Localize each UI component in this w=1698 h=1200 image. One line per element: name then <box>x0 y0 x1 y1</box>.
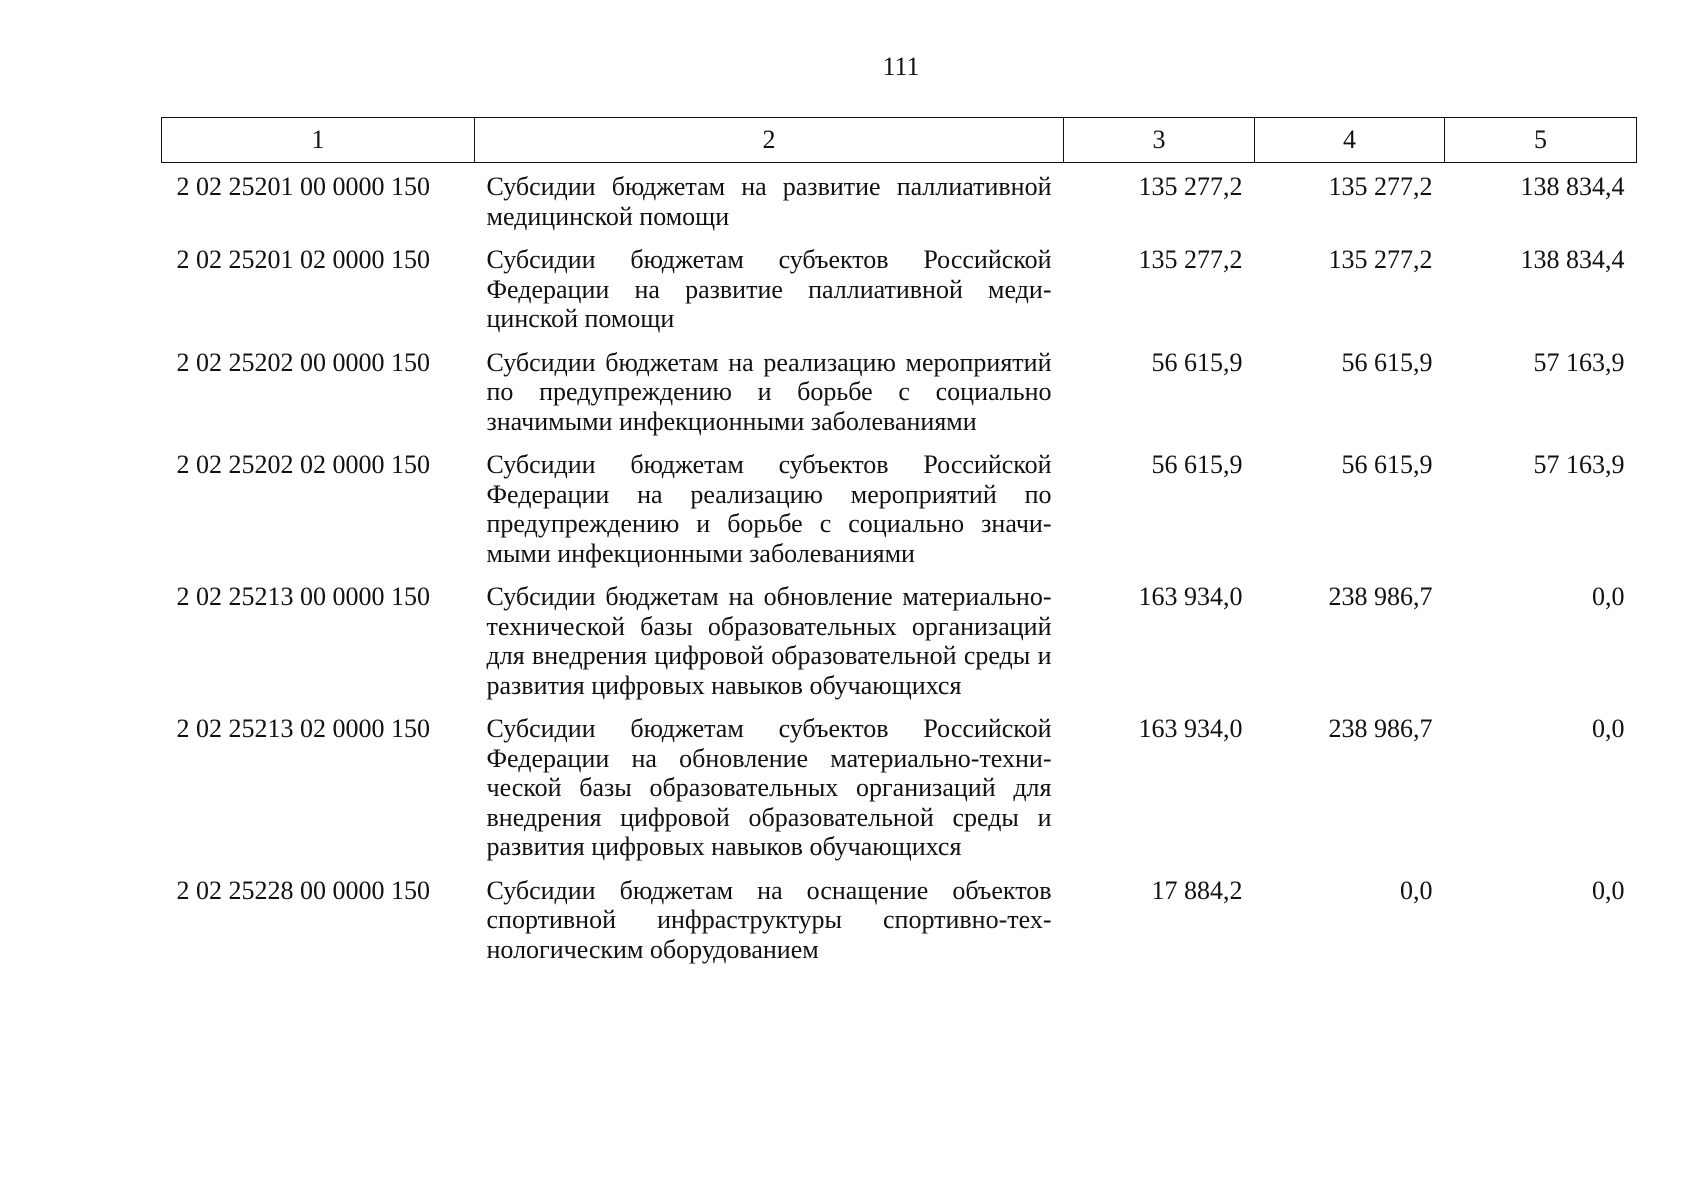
amount-col4: 0,0 <box>1400 875 1433 905</box>
amount-col4: 238 986,7 <box>1328 582 1433 611</box>
table-header <box>162 118 1637 163</box>
column-header-4: 4 <box>1255 118 1445 163</box>
budget-code: 2 02 25201 00 0000 150 <box>176 172 430 201</box>
table-row <box>162 239 1637 342</box>
budget-table <box>161 117 1637 972</box>
amount-col4: 238 986,7 <box>1328 714 1433 743</box>
row-description: Субсидии бюджетам субъектов Российской Федерации на развитие паллиативной медицинской помощи <box>486 245 1052 333</box>
page-number: 111 <box>882 52 920 81</box>
amount-col4: 56 615,9 <box>1341 450 1433 479</box>
row-description: Субсидии бюджетам субъектов Российской Федерации на реализацию мероприятий по предупреждению и борьбе с социально значимыми инфекционными заболеваниями <box>486 450 1052 568</box>
table-body <box>162 163 1637 973</box>
column-header-1: 1 <box>162 118 475 163</box>
amount-col4: 56 615,9 <box>1341 347 1433 377</box>
table-row <box>162 708 1637 870</box>
budget-code: 2 02 25213 00 0000 150 <box>176 582 430 611</box>
budget-code: 2 02 25201 02 0000 150 <box>176 245 430 274</box>
table-row <box>162 576 1637 708</box>
row-description: Субсидии бюджетам на реализацию мероприятий по предупреждению и борьбе с социально значимыми инфекционными заболеваниями <box>486 347 1052 436</box>
table-row <box>162 870 1637 973</box>
column-header-2: 2 <box>475 118 1064 163</box>
amount-col4: 135 277,2 <box>1328 245 1433 274</box>
row-description: Субсидии бюджетам субъектов Российской Федерации на обновление материально-технической базы образовательных организаций для внедрения цифровой образовательной среды и развития цифровых навыков обучающихся <box>486 714 1052 861</box>
budget-code: 2 02 25228 00 0000 150 <box>176 875 430 905</box>
amount-col5: 138 834,4 <box>1520 172 1625 201</box>
amount-col5: 0,0 <box>1592 875 1625 905</box>
table-row <box>162 444 1637 576</box>
amount-col3: 17 884,2 <box>1151 875 1243 905</box>
amount-col5: 0,0 <box>1592 714 1625 743</box>
header-row <box>162 118 1637 163</box>
amount-col5: 0,0 <box>1592 582 1625 611</box>
budget-code: 2 02 25213 02 0000 150 <box>176 714 430 743</box>
amount-col5: 57 163,9 <box>1533 450 1625 479</box>
budget-code: 2 02 25202 00 0000 150 <box>176 347 430 377</box>
row-description: Субсидии бюджетам на оснащение объектов спортивной инфраструктуры спортивно-технологическим оборудованием <box>486 875 1052 964</box>
row-description: Субсидии бюджетам на обновление материально-технической базы образовательных организаций для внедрения цифровой образовательной среды и развития цифровых навыков обучающихся <box>486 582 1052 700</box>
amount-col3: 135 277,2 <box>1138 245 1243 274</box>
amount-col5: 57 163,9 <box>1533 347 1625 377</box>
amount-col3: 56 615,9 <box>1151 347 1243 377</box>
amount-col3: 163 934,0 <box>1138 714 1243 743</box>
amount-col4: 135 277,2 <box>1328 172 1433 201</box>
table-row <box>162 163 1637 240</box>
amount-col3: 135 277,2 <box>1138 172 1243 201</box>
column-header-3: 3 <box>1064 118 1255 163</box>
amount-col3: 56 615,9 <box>1151 450 1243 479</box>
amount-col5: 138 834,4 <box>1520 245 1625 274</box>
row-description: Субсидии бюджетам на развитие паллиативной медицинской помощи <box>486 172 1052 231</box>
amount-col3: 163 934,0 <box>1138 582 1243 611</box>
budget-code: 2 02 25202 02 0000 150 <box>176 450 430 479</box>
table-row <box>162 342 1637 445</box>
column-header-5: 5 <box>1445 118 1637 163</box>
